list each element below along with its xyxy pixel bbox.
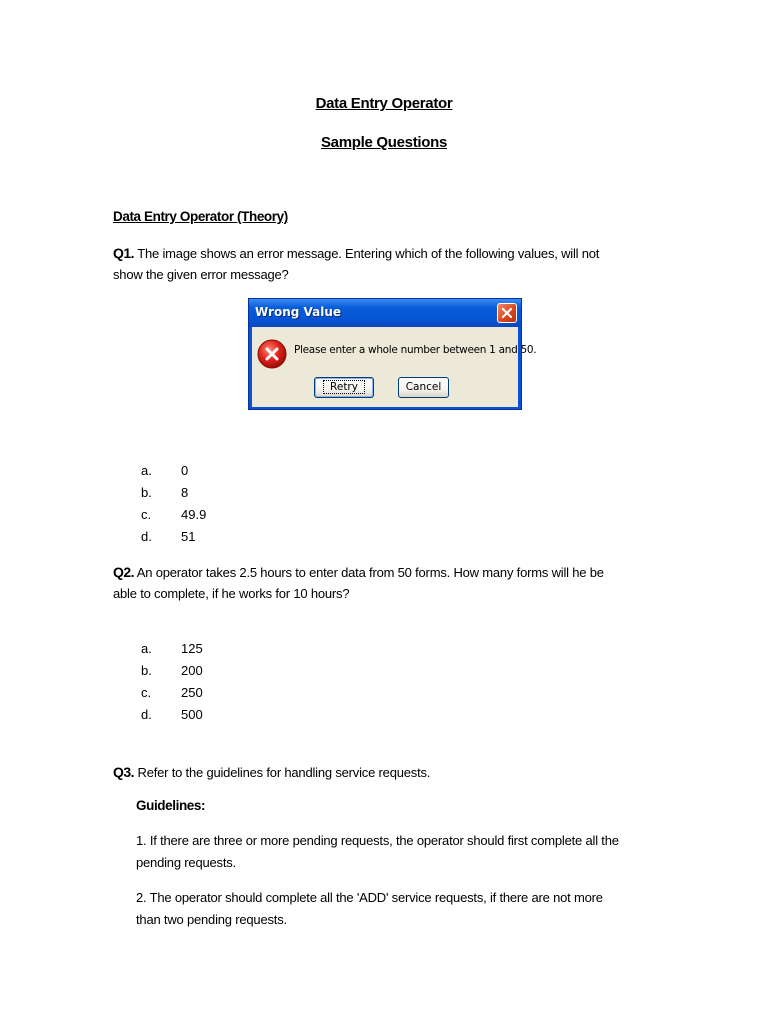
option-value: 49.9	[181, 507, 207, 522]
option-letter: b.	[141, 485, 152, 500]
q3-line1	[113, 762, 430, 783]
error-icon	[257, 339, 287, 374]
option-letter: d.	[141, 707, 152, 722]
q2-line2: able to complete, if he works for 10 hours?	[113, 586, 350, 601]
q2-line1	[113, 562, 604, 583]
option-value: 250	[181, 685, 203, 700]
document-title	[0, 95, 768, 112]
option-value: 8	[181, 485, 189, 500]
option-value: 51	[181, 529, 196, 544]
retry-label: Retry	[323, 380, 365, 394]
guideline-1-line2: pending requests.	[136, 855, 236, 870]
q1-line2: show the given error message?	[113, 267, 289, 282]
close-icon[interactable]	[497, 303, 517, 323]
document-title-text: Data Entry Operator	[315, 95, 453, 112]
dialog-body	[252, 327, 537, 407]
q2-text: An operator takes 2.5 hours to enter data from 50 forms. How many forms will he be	[136, 565, 604, 580]
document-subtitle	[0, 134, 768, 151]
guidelines-heading: Guidelines:	[136, 798, 206, 813]
option-letter: c.	[141, 685, 152, 700]
option-value: 500	[181, 707, 203, 722]
option-letter: b.	[141, 663, 152, 678]
option-letter: c.	[141, 507, 152, 522]
q1-label: Q1.	[113, 245, 135, 261]
dialog-title: Wrong Value	[255, 305, 342, 319]
q1-text: The image shows an error message. Entering which of the following values, will not	[137, 246, 600, 261]
q3-text: Refer to the guidelines for handling service requests.	[137, 765, 431, 780]
q1-line1	[113, 243, 599, 264]
option-value: 125	[181, 641, 203, 656]
option-value: 0	[181, 463, 189, 478]
option-letter: a.	[141, 641, 152, 656]
cancel-button[interactable]: Cancel	[398, 377, 449, 398]
section-heading: Data Entry Operator (Theory)	[113, 209, 288, 224]
dialog-titlebar	[249, 299, 521, 327]
q2-label: Q2.	[113, 564, 135, 580]
option-letter: d.	[141, 529, 152, 544]
option-letter: a.	[141, 463, 152, 478]
guideline-2-line1: 2. The operator should complete all the 'ADD' service requests, if there are not more	[136, 890, 603, 905]
dialog-message: Please enter a whole number between 1 and 50.	[294, 344, 537, 356]
error-dialog	[248, 298, 537, 410]
option-value: 200	[181, 663, 203, 678]
q3-label: Q3.	[113, 764, 135, 780]
retry-button[interactable]	[314, 377, 374, 398]
guideline-1-line1: 1. If there are three or more pending requests, the operator should first complete all the	[136, 833, 619, 848]
document-subtitle-text: Sample Questions	[320, 134, 448, 151]
guideline-2-line2: than two pending requests.	[136, 912, 287, 927]
